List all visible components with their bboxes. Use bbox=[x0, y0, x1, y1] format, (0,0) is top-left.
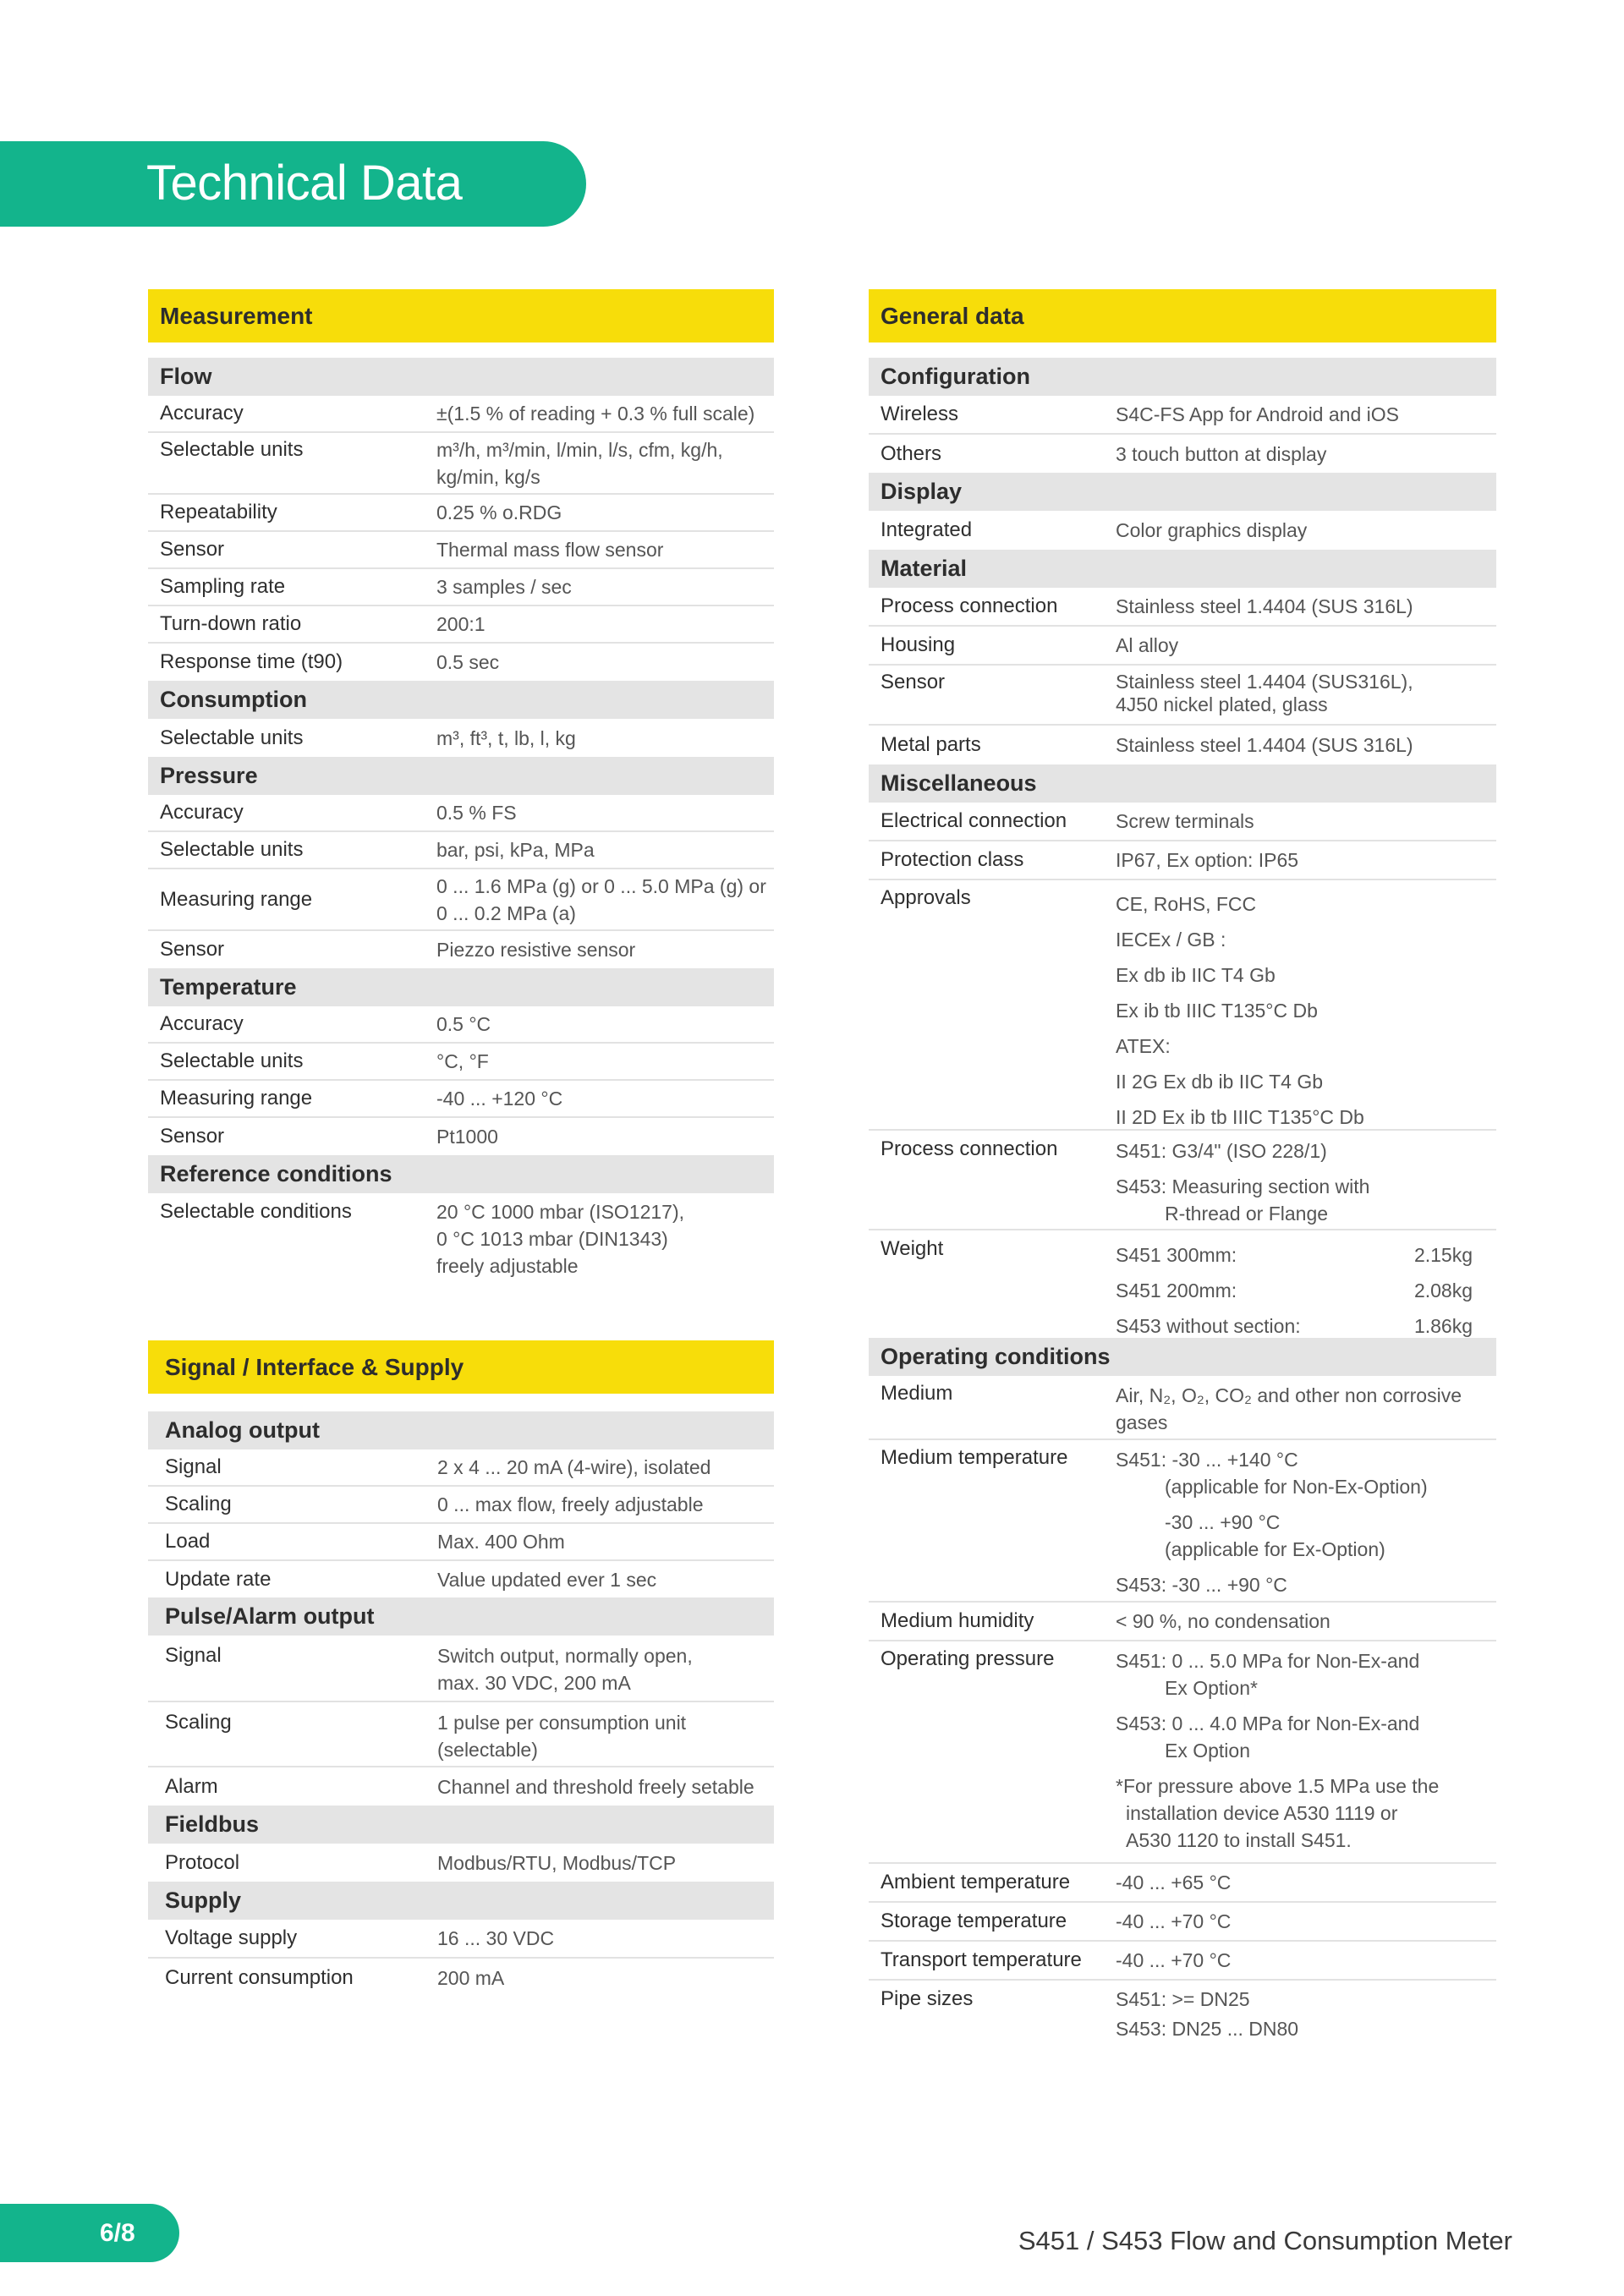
spec-row-misc-electrical: Electrical connection Screw terminals bbox=[869, 803, 1496, 841]
spec-row-flow-accuracy: Accuracy ±(1.5 % of reading + 0.3 % full scale) bbox=[148, 396, 774, 433]
group-title-material: Material bbox=[869, 550, 1496, 588]
group-title-pressure: Pressure bbox=[148, 757, 774, 795]
group-title-flow: Flow bbox=[148, 358, 774, 396]
group-title-pulse: Pulse/Alarm output bbox=[148, 1597, 774, 1636]
spec-row-misc-approvals: Approvals CE, RoHS, FCC IECEx / GB : Ex db ib IIC T4 Gb Ex ib tb IIIC T135°C Db ATEX: II 2G Ex db ib IIC T4 Gb II 2D Ex ib tb IIIC T135°C Db bbox=[869, 880, 1496, 1131]
group-title-supply: Supply bbox=[148, 1882, 774, 1920]
spec-row-op-temperature: Medium temperature S451: -30 ... +140 °C (applicable for Non-Ex-Option) -30 ... +90 °C (applicable for Ex-Option) S453: -30 ... +90 °C bbox=[869, 1440, 1496, 1603]
group-title-analog: Analog output bbox=[148, 1411, 774, 1449]
spec-row-op-ambient: Ambient temperature -40 ... +65 °C bbox=[869, 1864, 1496, 1903]
spec-row-flow-sampling: Sampling rate 3 samples / sec bbox=[148, 569, 774, 606]
spec-row-pressure-sensor: Sensor Piezzo resistive sensor bbox=[160, 938, 636, 961]
spec-row-display-integrated: Integrated Color graphics display bbox=[881, 518, 1308, 541]
spec-row-material-process: Process connection Stainless steel 1.4404 (SUS 316L) bbox=[869, 588, 1496, 627]
spec-row-material-sensor: Sensor Stainless steel 1.4404 (SUS316L), 4J50 nickel plated, glass bbox=[869, 666, 1496, 726]
spec-row-pulse-scaling: Scaling 1 pulse per consumption unit (selectable) bbox=[148, 1702, 774, 1767]
spec-row-flow-turndown: Turn-down ratio 200:1 bbox=[148, 606, 774, 644]
footer-product-name: S451 / S453 Flow and Consumption Meter bbox=[1018, 2226, 1512, 2255]
spec-row-pressure-accuracy: Accuracy 0.5 % FS bbox=[148, 795, 774, 832]
weight-item: S451 200mm: 2.08kg bbox=[1116, 1280, 1473, 1301]
spec-row-op-transport: Transport temperature -40 ... +70 °C bbox=[869, 1942, 1496, 1981]
section-title-measurement: Measurement bbox=[148, 289, 774, 342]
spec-row-pressure-range: Measuring range 0 ... 1.6 MPa (g) or 0 ... 5.0 MPa (g) or 0 ... 0.2 MPa (a) bbox=[148, 869, 774, 931]
spec-row-analog-signal: Signal 2 x 4 ... 20 mA (4-wire), isolated bbox=[148, 1449, 774, 1487]
spec-row-material-housing: Housing Al alloy bbox=[869, 627, 1496, 666]
spec-row-misc-weight: Weight S451 300mm: 2.15kg S451 200mm: 2.08kg S453 without section: 1.86kg bbox=[869, 1230, 1496, 1338]
spec-row-op-medium: Medium Air, N₂, O₂, CO₂ and other non corrosive gases bbox=[869, 1376, 1496, 1440]
spec-row-pulse-alarm: Alarm Channel and threshold freely setable bbox=[165, 1774, 754, 1798]
group-title-misc: Miscellaneous bbox=[869, 764, 1496, 803]
weight-item: S453 without section: 1.86kg bbox=[1116, 1315, 1473, 1337]
measurement-section bbox=[148, 289, 774, 1286]
spec-row-flow-response: Response time (t90) 0.5 sec bbox=[160, 650, 500, 673]
spec-row-analog-update: Update rate Value updated ever 1 sec bbox=[165, 1567, 657, 1591]
spec-row-reference-conditions: Selectable conditions 20 °C 1000 mbar (ISO1217), 0 °C 1013 mbar (DIN1343) freely adjustable bbox=[160, 1200, 685, 1277]
group-title-operating: Operating conditions bbox=[869, 1338, 1496, 1376]
spec-row-pressure-units: Selectable units bar, psi, kPa, MPa bbox=[148, 832, 774, 869]
spec-row-temperature-sensor: Sensor Pt1000 bbox=[160, 1125, 498, 1148]
spec-row-op-pressure: Operating pressure S451: 0 ... 5.0 MPa for Non-Ex-and Ex Option* S453: 0 ... 4.0 MPa for Non-Ex-and Ex Option *For pressure above 1.5 MPa use the installation device A530 1119 or A530 1120 to install S451. bbox=[869, 1641, 1496, 1864]
spec-row-material-metal: Metal parts Stainless steel 1.4404 (SUS 316L) bbox=[881, 733, 1413, 756]
spec-row-temperature-units: Selectable units °C, °F bbox=[148, 1044, 774, 1081]
spec-row-temperature-accuracy: Accuracy 0.5 °C bbox=[148, 1006, 774, 1044]
spec-row-config-wireless: Wireless S4C-FS App for Android and iOS bbox=[869, 396, 1496, 435]
spec-row-supply-current: Current consumption 200 mA bbox=[165, 1966, 505, 1989]
group-title-reference: Reference conditions bbox=[148, 1155, 774, 1193]
group-title-fieldbus: Fieldbus bbox=[148, 1806, 774, 1844]
spec-row-config-others: Others 3 touch button at display bbox=[881, 441, 1327, 465]
spec-row-op-storage: Storage temperature -40 ... +70 °C bbox=[869, 1903, 1496, 1942]
section-title-general: General data bbox=[869, 289, 1496, 342]
spec-row-op-humidity: Medium humidity < 90 %, no condensation bbox=[869, 1603, 1496, 1641]
spec-row-temperature-range: Measuring range -40 ... +120 °C bbox=[148, 1081, 774, 1118]
section-title-signal: Signal / Interface & Supply bbox=[148, 1340, 774, 1394]
spec-row-misc-protection: Protection class IP67, Ex option: IP65 bbox=[869, 841, 1496, 880]
weight-item: S451 300mm: 2.15kg bbox=[1116, 1244, 1473, 1266]
spec-row-flow-units: Selectable units m³/h, m³/min, l/min, l/s, cfm, kg/h, kg/min, kg/s bbox=[148, 433, 774, 495]
signal-section bbox=[148, 1340, 774, 1997]
spec-row-analog-load: Load Max. 400 Ohm bbox=[148, 1524, 774, 1561]
spec-row-flow-repeatability: Repeatability 0.25 % o.RDG bbox=[148, 495, 774, 532]
group-title-configuration: Configuration bbox=[869, 358, 1496, 396]
page-number: 6/8 bbox=[100, 2218, 135, 2247]
general-section bbox=[869, 289, 1496, 2057]
page-title: Technical Data bbox=[146, 156, 463, 211]
group-title-display: Display bbox=[869, 473, 1496, 511]
title-banner bbox=[0, 141, 586, 227]
spec-row-consumption-units: Selectable units m³, ft³, t, lb, l, kg bbox=[160, 726, 576, 749]
group-title-consumption: Consumption bbox=[148, 681, 774, 719]
page-number-tab bbox=[0, 2204, 179, 2262]
spec-row-fieldbus-protocol: Protocol Modbus/RTU, Modbus/TCP bbox=[165, 1850, 677, 1874]
spec-row-op-pipe: Pipe sizes S451: >= DN25 S453: DN25 ... DN80 bbox=[881, 1987, 1299, 2040]
spec-row-flow-sensor: Sensor Thermal mass flow sensor bbox=[148, 532, 774, 569]
group-title-temperature: Temperature bbox=[148, 968, 774, 1006]
spec-row-analog-scaling: Scaling 0 ... max flow, freely adjustable bbox=[148, 1487, 774, 1524]
spec-row-misc-process: Process connection S451: G3/4" (ISO 228/1) S453: Measuring section with R-thread or Flange bbox=[869, 1131, 1496, 1230]
spec-row-supply-voltage: Voltage supply 16 ... 30 VDC bbox=[148, 1920, 774, 1959]
spec-row-pulse-signal: Signal Switch output, normally open, max. 30 VDC, 200 mA bbox=[148, 1636, 774, 1702]
